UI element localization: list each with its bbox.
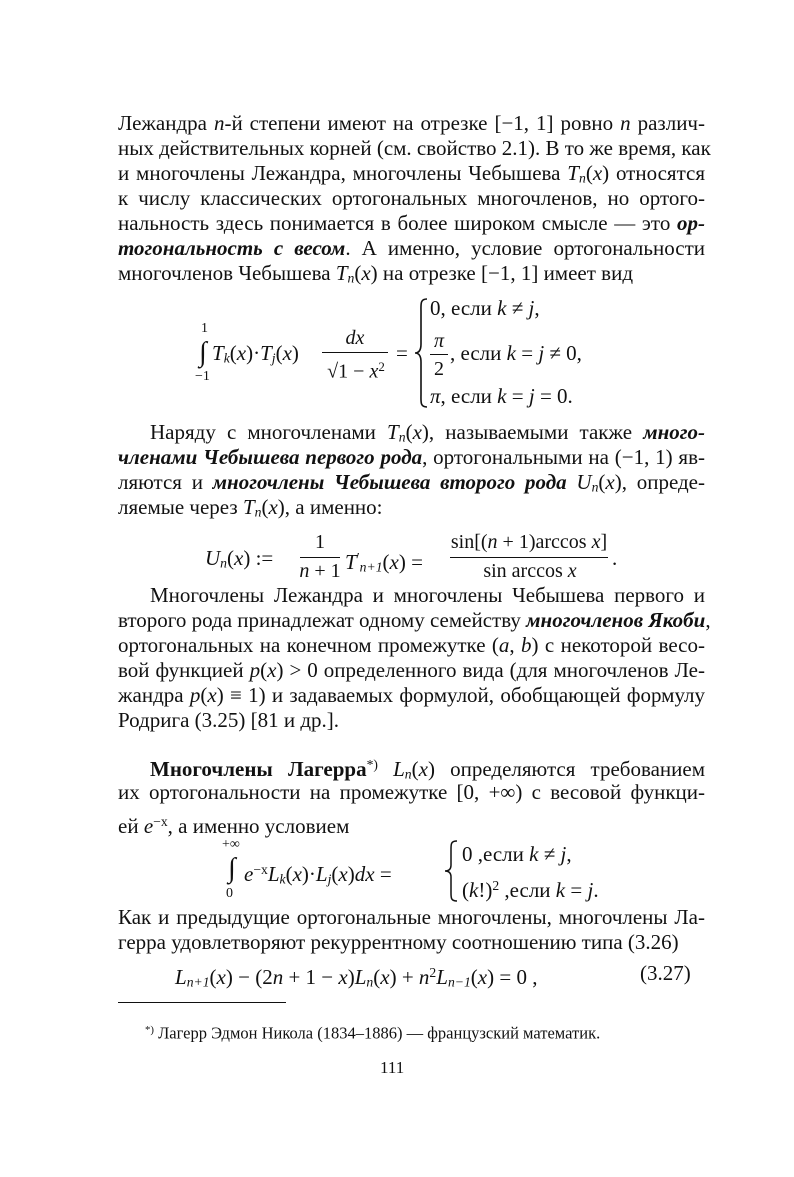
text-segment: = [515, 341, 539, 365]
text-segment: *) [366, 757, 378, 772]
fraction-numerator [322, 327, 388, 349]
text-segment: различ- [630, 111, 705, 135]
text-segment: n [418, 964, 430, 989]
text-segment [567, 470, 577, 494]
text-segment: ) + [389, 964, 419, 989]
text-segment: = [565, 877, 588, 902]
text-segment: T [242, 495, 255, 519]
text-segment: k [223, 350, 230, 366]
text-segment: )· [246, 341, 261, 365]
text-segment: T [335, 261, 348, 285]
text-segment: x [234, 546, 244, 570]
text-segment: ) := [243, 546, 274, 570]
integral-upper-limit: +∞ [222, 837, 240, 852]
text-segment: Лежандра [118, 111, 214, 135]
text-segment: k [529, 842, 539, 866]
text-segment: , если [450, 341, 507, 365]
text-segment: n+1 [359, 559, 383, 575]
text-segment: x [268, 495, 278, 519]
text-segment: n [398, 429, 406, 445]
text-segment: вой функцией [118, 658, 250, 682]
text-segment: ( [382, 549, 390, 574]
text-segment: , если [440, 384, 498, 408]
case-3 [430, 384, 573, 408]
text-segment: ), называемыми также [421, 420, 644, 444]
text-segment: ортогональных на конечном промежутке ( [118, 633, 499, 657]
equation-number: (3.27) [640, 961, 691, 985]
fraction-numerator: 1 [315, 531, 325, 553]
text-segment: ( [373, 964, 381, 989]
period: . [612, 546, 618, 570]
text-segment: ( [260, 658, 268, 682]
text-segment: L [315, 861, 328, 886]
text-segment: L [393, 756, 405, 781]
text-segment: n [404, 766, 412, 782]
text-segment: T [387, 420, 399, 444]
text-segment: p [189, 683, 201, 707]
text-segment: многочленов Якоби [526, 608, 706, 632]
text-line [118, 810, 350, 838]
pi-denominator: 2 [434, 358, 444, 380]
fraction-bar [430, 354, 448, 355]
fraction-denominator [450, 560, 610, 582]
text-segment: k [497, 384, 507, 408]
text-segment: x [267, 658, 277, 682]
text-segment: n [578, 170, 586, 186]
text-segment: T [345, 549, 357, 574]
text-segment: L [267, 861, 280, 886]
text-segment: ор- [677, 211, 705, 235]
pi-numerator: π [433, 330, 445, 352]
left-brace [414, 298, 428, 408]
text-segment: x [591, 531, 601, 553]
text-segment [378, 757, 393, 781]
text-segment: ( [331, 861, 339, 886]
text-segment: k [506, 341, 516, 365]
text-segment: ( [585, 161, 593, 185]
text-line [118, 236, 705, 260]
text-segment: нальность здесь понимается в более широком смысле — это [118, 211, 677, 235]
text-segment: ≠ [506, 296, 529, 320]
text-segment: тогональность с весом [118, 236, 346, 260]
text-segment: второго рода принадлежат одному семейству [118, 608, 527, 632]
text-segment: )· [301, 861, 316, 886]
footnote [145, 1020, 601, 1043]
text-segment: L [354, 964, 367, 989]
text-line [118, 608, 711, 632]
text-segment: ( [411, 756, 419, 781]
text-segment: x [380, 964, 390, 989]
text-segment: k [497, 296, 507, 320]
text-segment: x [282, 341, 292, 365]
text-segment: T [567, 161, 579, 185]
text-segment: sin arccos [483, 560, 568, 582]
text-line [150, 753, 705, 782]
text-segment: -й степени имеют на отрезке [−1, 1] ровно [224, 111, 621, 135]
text-segment: ( [229, 341, 237, 365]
text-segment: sin[( [450, 531, 488, 553]
text-line [118, 905, 705, 929]
text-segment: n [220, 555, 227, 571]
text-segment: жандра [118, 683, 190, 707]
left-brace [444, 840, 458, 902]
text-segment: x [477, 964, 488, 989]
text-segment: ( [354, 261, 362, 285]
text-segment: ) определяются требованием [427, 756, 705, 781]
text-line [118, 186, 705, 210]
text-line [118, 708, 339, 732]
text-segment: ( [285, 861, 293, 886]
text-segment: ( [598, 470, 606, 494]
text-segment: ( [275, 341, 283, 365]
text-segment: ( [462, 877, 469, 902]
text-segment: j [538, 341, 545, 365]
text-segment: x [338, 861, 348, 886]
text-segment: = [506, 384, 529, 408]
text-segment: 0 ,если [462, 842, 530, 866]
text-segment: n [591, 479, 599, 495]
case-1 [430, 296, 540, 320]
text-segment: , ортогональными на (−1, 1) яв- [422, 445, 705, 469]
text-segment: L [436, 964, 448, 989]
text-segment: *) [145, 1024, 154, 1036]
text-segment: Многочлены Лежандра и многочлены Чебышева первого и [150, 583, 705, 607]
text-segment: −x [253, 862, 268, 877]
integral-sign: ∫ [228, 853, 236, 884]
text-segment: x [605, 470, 615, 494]
text-segment: √1 − [327, 360, 370, 383]
text-segment: ( [209, 964, 217, 989]
text-segment: + 1)arccos [497, 531, 592, 553]
equals: = [396, 341, 408, 365]
integrand [212, 341, 299, 365]
text-segment: ≠ [538, 842, 561, 866]
text-segment: . [593, 877, 599, 902]
text-segment: n [213, 111, 225, 135]
case-1 [462, 842, 572, 866]
text-segment: U [205, 546, 221, 570]
text-segment: x [216, 964, 226, 989]
fraction-denominator [296, 560, 344, 582]
case-2 [462, 874, 599, 902]
text-segment: ] [600, 531, 608, 553]
text-segment: 2 [492, 878, 500, 893]
text-segment: j [327, 871, 332, 887]
text-segment: Лагерр Эдмон Никола (1834–1886) — французский математик. [153, 1023, 601, 1043]
text-segment: x [369, 360, 379, 383]
fraction-bar [322, 352, 388, 353]
fraction-numerator [448, 531, 610, 553]
text-segment: ) − (2 [225, 964, 273, 989]
text-segment: . А именно, условие ортогональности [345, 236, 705, 260]
text-segment: ), опреде- [614, 470, 705, 494]
text-segment: k [469, 877, 479, 902]
text-segment: −x [153, 814, 168, 829]
text-segment: , [534, 296, 540, 320]
text-segment: k [279, 871, 286, 887]
text-segment: , [705, 608, 711, 632]
text-line [150, 420, 705, 444]
text-segment: n [272, 964, 284, 989]
text-segment: e [143, 813, 154, 838]
footnote-divider [118, 1002, 286, 1003]
text-line [118, 780, 705, 804]
fraction-bar [450, 557, 608, 558]
text-segment: j [271, 350, 276, 366]
formula-laguerre-recurrence [175, 961, 538, 990]
text-line [118, 445, 705, 469]
text-segment: n [620, 111, 631, 135]
text-segment: ей [118, 813, 144, 838]
text-segment: j [560, 842, 567, 866]
text-segment: = 0. [534, 384, 573, 408]
text-segment: n [366, 974, 374, 990]
text-segment: к числу классических ортогональных многочленов, но ортого- [118, 186, 705, 210]
text-segment: ( [200, 683, 208, 707]
formula-lhs [205, 546, 273, 570]
text-segment: n+1 [186, 974, 210, 990]
text-segment: многочлены Чебышева второго рода [212, 470, 567, 494]
text-segment: x [567, 560, 577, 582]
text-segment: ) > 0 определенного вида (для многочленов Ле- [276, 658, 705, 682]
text-segment: n [487, 531, 498, 553]
text-segment: 0, если [430, 296, 498, 320]
text-segment: x [412, 420, 422, 444]
text-segment: n [347, 270, 355, 286]
text-segment: ) [291, 341, 299, 365]
text-segment: x [236, 341, 247, 365]
text-segment: ) ≡ 1) и задаваемых формулой, обобщающей формулу [216, 683, 706, 707]
text-segment: многочленов Чебышева [118, 261, 336, 285]
text-segment: U [576, 470, 592, 494]
text-segment: = [374, 861, 392, 886]
text-segment: герра удовлетворяют рекуррентному соотношению типа (3.26) [118, 930, 679, 954]
text-segment: T [260, 341, 272, 365]
text-segment: ) с некоторой весо- [531, 633, 705, 657]
text-segment: 2 [378, 359, 385, 374]
text-segment: ) = [398, 549, 423, 574]
text-segment: a [498, 633, 510, 657]
text-segment: + 1 − [283, 964, 339, 989]
text-segment: , [509, 633, 522, 657]
integral-upper-limit: 1 [201, 321, 208, 336]
text-segment: , а именно условием [167, 813, 350, 838]
text-segment: π [430, 384, 441, 408]
text-line [118, 633, 705, 657]
text-segment: ,если [499, 877, 556, 902]
formula-middle [345, 546, 423, 575]
text-segment: dx [354, 861, 375, 886]
text-line [118, 683, 705, 707]
text-line [118, 930, 679, 954]
text-segment: членами Чебышева первого рода [118, 445, 423, 469]
text-segment: Наряду с многочленами [150, 420, 388, 444]
text-segment: x [338, 964, 348, 989]
text-segment: x [418, 756, 428, 781]
text-segment: n [254, 504, 262, 520]
text-segment: T [212, 341, 224, 365]
text-segment: k [555, 877, 566, 902]
integrand [244, 858, 392, 887]
text-segment: p [249, 658, 261, 682]
text-segment: n [299, 560, 310, 582]
text-segment: L [175, 964, 187, 989]
text-segment: e [244, 861, 254, 886]
fraction-bar [300, 557, 340, 558]
text-segment: Многочлены Лагерра [150, 756, 367, 781]
text-segment: ( [261, 495, 269, 519]
text-line [150, 583, 705, 607]
text-segment: ляемые через [118, 495, 243, 519]
text-segment: ′ [356, 550, 360, 565]
text-segment: и многочлены Лежандра, многочлены Чебышева [118, 161, 568, 185]
text-segment: x [592, 161, 603, 185]
integral-lower-limit: 0 [226, 886, 233, 901]
text-segment: их ортогональности на промежутке [0, +∞) с весовой функци- [118, 780, 705, 804]
text-segment: Родрига (3.25) [81 и др.]. [118, 708, 340, 732]
text-segment: много- [643, 420, 705, 444]
text-line [118, 211, 705, 235]
text-segment: + 1 [309, 560, 341, 582]
integral-lower-limit: −1 [195, 369, 210, 384]
text-line [118, 261, 633, 285]
text-segment: x [389, 549, 399, 574]
fraction-denominator [320, 356, 392, 383]
text-segment: 2 [429, 965, 437, 980]
text-segment: , [566, 842, 572, 866]
text-segment: ) относятся [602, 161, 705, 185]
text-segment: ≠ 0, [544, 341, 582, 365]
text-line [118, 470, 705, 494]
text-segment: x [361, 261, 371, 285]
text-segment: ляются и [118, 470, 213, 494]
text-segment: ) [347, 964, 355, 989]
text-segment: j [528, 296, 535, 320]
text-segment: ) = 0 , [487, 964, 538, 989]
text-segment: ( [405, 420, 413, 444]
text-segment: ) [347, 861, 355, 886]
case-2 [450, 341, 582, 365]
text-segment: !) [478, 877, 493, 902]
page-number: 111 [380, 1058, 405, 1077]
text-line [118, 161, 705, 185]
text-segment: j [528, 384, 535, 408]
text-line [118, 136, 711, 160]
integral-sign: ∫ [199, 337, 207, 368]
text-segment: ) на отрезке [−1, 1] имеет вид [370, 261, 634, 285]
text-segment: ( [470, 964, 478, 989]
text-segment: x [207, 683, 217, 707]
text-segment: x [292, 861, 302, 886]
text-segment: ), а именно: [277, 495, 383, 519]
text-segment: b [521, 633, 532, 657]
text-segment: Как и предыдущие ортогональные многочлены, многочлены Ла- [118, 905, 705, 929]
text-line [118, 495, 383, 519]
text-segment: ных действительных корней (см. свойство 2.1). В то же время, как [118, 136, 711, 160]
text-segment: ( [227, 546, 234, 570]
text-line [118, 658, 705, 682]
text-segment: n−1 [447, 974, 471, 990]
text-line [118, 111, 705, 135]
text-segment: dx [345, 327, 365, 349]
text-segment: j [587, 877, 594, 902]
